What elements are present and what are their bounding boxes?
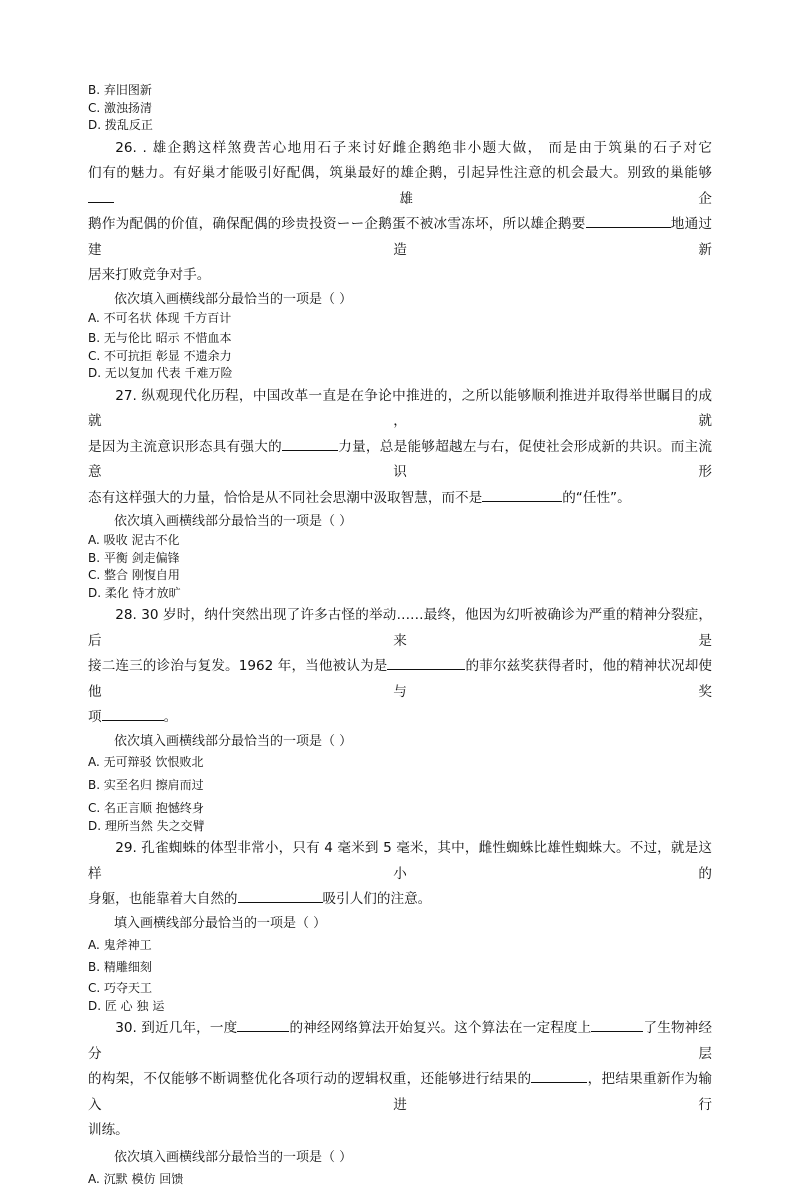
q28-text-3b: 。 bbox=[163, 709, 178, 725]
q29-text-2a: 身躯，也能靠着大自然的 bbox=[88, 891, 238, 907]
q26-line-3 bbox=[88, 212, 712, 263]
q26-option-c: C. 不可抗拒 彰显 不遗余力 bbox=[88, 348, 232, 363]
q28-option-d: D. 理所当然 失之交臂 bbox=[88, 818, 205, 833]
q30-text-1c: 了生物神经分层 bbox=[88, 1020, 712, 1062]
q28-option-a: A. 无可辩驳 饮恨败北 bbox=[88, 754, 204, 769]
q28-blank-3 bbox=[102, 706, 164, 721]
q30-prompt: 依次填入画横线部分最恰当的一项是（ ） bbox=[114, 1149, 353, 1165]
q28-text-2b: 的菲尔兹奖获得者时，他的精神状况却使他与奖 bbox=[88, 658, 712, 700]
q28-text-2a: 接二连三的诊治与复发。1962 年，当他被认为是 bbox=[88, 658, 388, 674]
q27-option-b: B. 平衡 剑走偏锋 bbox=[88, 550, 180, 565]
q27-line-2 bbox=[88, 435, 712, 486]
q27-prompt: 依次填入画横线部分最恰当的一项是（ ） bbox=[114, 514, 353, 529]
q27-option-a: A. 吸收 泥古不化 bbox=[88, 533, 180, 547]
q30-stem bbox=[88, 1016, 712, 1144]
q30-blank-1 bbox=[237, 1017, 289, 1032]
q30-blank-3 bbox=[531, 1068, 587, 1083]
q30-text-2b: ，把结果重新作为输入进行 bbox=[88, 1071, 713, 1113]
q29-stem bbox=[88, 836, 712, 913]
q28-blank-2 bbox=[387, 655, 465, 670]
q26-blank-2 bbox=[88, 188, 114, 203]
q30-blank-2 bbox=[591, 1017, 643, 1032]
q27-line-3 bbox=[88, 486, 712, 512]
q29-text-2b: 吸引人们的注意。 bbox=[322, 891, 432, 907]
q29-prompt: 填入画横线部分最恰当的一项是（ ） bbox=[114, 915, 327, 931]
q25-option-d: D. 拨乱反正 bbox=[88, 118, 153, 132]
q30-text-1a: 30. 到近几年，一度 bbox=[115, 1020, 238, 1036]
q30-option-a: A. 沉默 模仿 回馈 bbox=[88, 1171, 184, 1186]
q26-text-3a: 鹅作为配偶的价值，确保配偶的珍贵投资ーー企鹅蛋不被冰雪冻坏，所以雄企鹅要 bbox=[88, 216, 586, 232]
q27-blank-3 bbox=[482, 487, 562, 502]
q26-option-a: A. 不可名状 体现 千方百计 bbox=[88, 310, 232, 325]
q26-option-b: B. 无与伦比 昭示 不惜血本 bbox=[88, 331, 232, 345]
q30-line-2 bbox=[88, 1067, 712, 1118]
q27-stem bbox=[88, 384, 712, 512]
q28-line-3 bbox=[88, 705, 712, 731]
q26-line-1: 26. . 雄企鹅这样煞费苦心地用石子来讨好雌企鹅绝非小题大做， 而是由于筑巢的石子对它 bbox=[115, 139, 712, 156]
q28-prompt: 依次填入画横线部分最恰当的一项是（ ） bbox=[114, 733, 353, 749]
q28-text-3a: 项 bbox=[88, 709, 102, 725]
q27-text-3a: 态有这样强大的力量，恰恰是从不同社会思潮中汲取智慧，而不是 bbox=[88, 489, 483, 506]
q26-blank-3 bbox=[586, 213, 671, 228]
q30-line-1 bbox=[88, 1016, 712, 1067]
q26-line-2 bbox=[88, 161, 712, 212]
q27-text-2a: 是因为主流意识形态具有强大的 bbox=[88, 438, 282, 455]
q25-option-b: B. 弃旧图新 bbox=[88, 83, 152, 97]
q26-text-2b: 雄企 bbox=[114, 190, 712, 207]
q28-option-c: C. 名正言顺 抱憾终身 bbox=[88, 800, 204, 815]
q27-text-2b: 力量，总是能够超越左与右，促使社会形成新的共识。而主流意识形 bbox=[88, 438, 712, 480]
q26-option-d: D. 无以复加 代表 千难万险 bbox=[88, 366, 233, 380]
q27-option-d: D. 柔化 恃才放旷 bbox=[88, 585, 181, 600]
q26-line-4: 居来打败竞争对手。 bbox=[88, 267, 211, 283]
q26-stem bbox=[88, 136, 712, 289]
q27-line-1: 27. 纵观现代化历程，中国改革一直是在争论中推进的，之所以能够顺利推进并取得举世瞩目的成就，就 bbox=[88, 387, 712, 429]
q29-option-b: B. 精雕细刻 bbox=[88, 959, 152, 974]
q28-stem bbox=[88, 603, 712, 731]
q26-prompt: 依次填入画横线部分最恰当的一项是（ ） bbox=[114, 291, 353, 307]
q26-text-3b: 地通过建造新 bbox=[88, 216, 713, 258]
q26-text-2a: 们有的魅力。有好巢才能吸引好配偶，筑巢最好的雄企鹅，引起异性注意的机会最大。别致的巢能够 bbox=[88, 165, 712, 181]
q29-line-1: 29. 孔雀蜘蛛的体型非常小，只有 4 毫米到 5 毫米，其中，雌性蜘蛛比雄性蜘蛛大。不过，就是这样小的 bbox=[88, 840, 712, 882]
q27-text-3b: 的“任性”。 bbox=[562, 489, 631, 506]
q25-option-c: C. 激浊扬清 bbox=[88, 100, 153, 115]
q29-option-c: C. 巧夺天工 bbox=[88, 980, 153, 995]
q30-text-2a: 的构架，不仅能够不断调整优化各项行动的逻辑权重，还能够进行结果的 bbox=[88, 1071, 532, 1087]
q28-line-2 bbox=[88, 654, 712, 705]
q29-blank-2 bbox=[238, 888, 323, 903]
q29-option-a: A. 鬼斧神工 bbox=[88, 937, 152, 952]
q27-option-c: C. 整合 刚愎自用 bbox=[88, 568, 180, 582]
q30-text-1b: 的神经网络算法开始复兴。这个算法在一定程度上 bbox=[289, 1020, 592, 1036]
q27-blank-2 bbox=[282, 436, 338, 451]
q28-option-b: B. 实至名归 擦肩而过 bbox=[88, 777, 204, 792]
q29-option-d: D. 匠 心 独 运 bbox=[88, 998, 165, 1013]
q30-line-3: 训练。 bbox=[88, 1122, 129, 1138]
q29-line-2 bbox=[88, 887, 712, 913]
document-page bbox=[88, 82, 712, 1190]
q28-line-1: 28. 30 岁时，纳什突然出现了许多古怪的举动……最终，他因为幻听被确诊为严重的精神分裂症，后来是 bbox=[88, 607, 712, 649]
